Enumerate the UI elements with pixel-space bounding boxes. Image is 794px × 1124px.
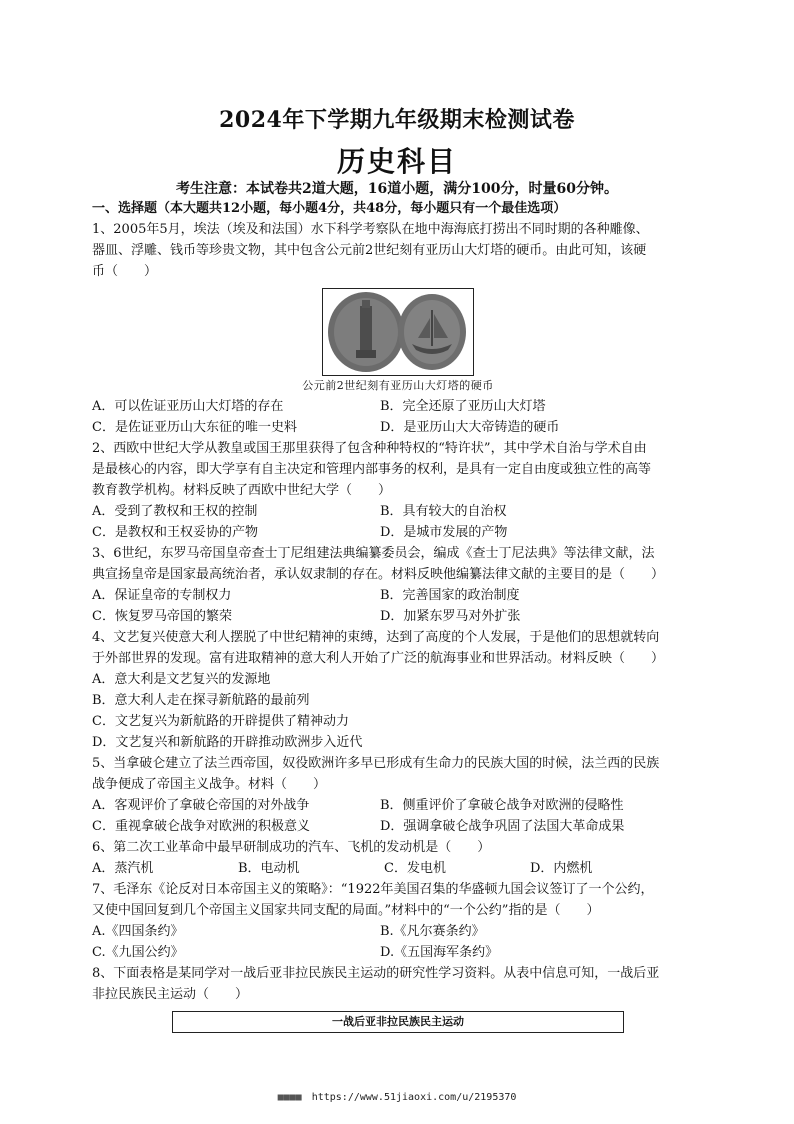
option-d: D．强调拿破仑战争巩固了法国大革命成果 [380,819,625,834]
option-c: C．是佐证亚历山大东征的唯一史料 [92,420,297,435]
exam-content [92,198,704,1033]
option-a: A．客观评价了拿破仑帝国的对外战争 [92,798,310,813]
option-row [92,501,704,522]
option-d: D．加紧东罗马对外扩张 [380,609,521,624]
option-b: B．完全还原了亚历山大灯塔 [380,399,546,414]
option-d: D.《五国海军条约》 [380,945,499,960]
option-row [92,795,704,816]
option-d: D．是城市发展的产物 [380,525,508,540]
question-1 [92,219,704,438]
question-text-line: 5、当拿破仑建立了法兰西帝国，奴役欧洲许多早已形成有生命力的民族大国的时候，法兰西的民族 [92,756,660,771]
question-3 [92,543,704,627]
option-row [92,522,704,543]
option-d: D．文艺复兴和新航路的开辟推动欧洲步入近代 [92,735,363,750]
option-row [92,858,704,879]
question-text-line: 典宣扬皇帝是国家最高统治者，承认奴隶制的存在。材料反映他编纂法律文献的主要目的是（ ） [92,567,665,582]
option-c: C．是教权和王权妥协的产物 [92,525,258,540]
option-row [92,942,704,963]
question-text-line: 教育教学机构。材料反映了西欧中世纪大学（ ） [92,483,392,498]
option-row [92,921,704,942]
question-text-line: 战争便成了帝国主义战争。材料（ ） [92,777,327,792]
footer-mark: ■■■■ [277,1092,302,1103]
option-a: A．可以佐证亚历山大灯塔的存在 [92,399,284,414]
option-b: B．侧重评价了拿破仑战争对欧洲的侵略性 [380,798,624,813]
question-text-line: 是最核心的内容，即大学享有自主决定和管理内部事务的权利，是具有一定自由度或独立性的高等 [92,462,652,477]
question-text-line: 3、6世纪，东罗马帝国皇帝查士丁尼组建法典编纂委员会，编成《查士丁尼法典》等法律文献，法 [92,546,655,561]
option-c: C.《九国公约》 [92,945,184,960]
option-a: A.《四国条约》 [92,924,184,939]
question-4 [92,627,704,753]
exam-title: 2024年下学期九年级期末检测试卷 [219,107,575,133]
question-text-line: 又使中国回复到几个帝国主义国家共同支配的局面。”材料中的“一个公约”指的是（ ） [92,903,600,918]
footer-url[interactable]: https://www.51jiaoxi.com/u/2195370 [311,1092,517,1103]
option-c: C．重视拿破仑战争对欧洲的积极意义 [92,819,310,834]
option-b: B．完善国家的政治制度 [380,588,520,603]
question-5 [92,753,704,837]
option-b: B．意大利人走在探寻新航路的最前列 [92,693,310,708]
question-text-line: 6、第二次工业革命中最早研制成功的汽车、飞机的发动机是（ ） [92,840,491,855]
question-7 [92,879,704,963]
coin-image [322,288,474,376]
question-6 [92,837,704,879]
option-a: A．意大利是文艺复兴的发源地 [92,672,271,687]
section-heading: 一、选择题（本大题共12小题，每小题4分，共48分，每小题只有一个最佳选项） [92,201,567,216]
question-text-line: 8、下面表格是某同学对一战后亚非拉民族民主运动的研究性学习资料。从表中信息可知，一战后亚 [92,966,660,981]
question-text-line: 4、文艺复兴使意大利人摆脱了中世纪精神的束缚，达到了高度的个人发展，于是他们的思想就转向 [92,630,660,645]
option-c: C．文艺复兴为新航路的开辟提供了精神动力 [92,714,349,729]
question-2 [92,438,704,543]
exam-notice: 考生注意：本试卷共2道大题，16道小题，满分100分，时量60分钟。 [176,181,618,197]
option-row [92,606,704,627]
page-footer [0,1092,794,1103]
question-text-line: 2、西欧中世纪大学从教皇或国王那里获得了包含种种特权的“特许状”，其中学术自治与学术自由 [92,441,647,456]
option-b: B．具有较大的自治权 [380,504,507,519]
option-row [92,417,704,438]
option-c: C．恢复罗马帝国的繁荣 [92,609,232,624]
question-text-line: 7、毛泽东《论反对日本帝国主义的策略》：“1922年美国召集的华盛顿九国会议签订了一个公约， [92,882,654,897]
option-c: C．发电机 [384,861,446,876]
table-header: 一战后亚非拉民族民主运动 [172,1011,624,1033]
question-text-line: 1、2005年5月，埃法（埃及和法国）水下科学考察队在地中海海底打捞出不同时期的各种雕像、 [92,222,649,237]
option-row [92,585,704,606]
question-text-line: 非拉民族民主运动（ ） [92,987,249,1002]
question-text-line: 币（ ） [92,264,158,279]
option-row [92,816,704,837]
question-text-line: 于外部世界的发现。富有进取精神的意大利人开始了广泛的航海事业和世界活动。材料反映（ ） [92,651,665,666]
coin-caption: 公元前2世纪刻有亚历山大灯塔的硬币 [302,379,494,392]
option-d: D．内燃机 [530,861,593,876]
question-text-line: 器皿、浮雕、钱币等珍贵文物，其中包含公元前2世纪刻有亚历山大灯塔的硬币。由此可知，该硬 [92,243,647,258]
subject-title: 历史科目 [336,145,457,178]
option-d: D．是亚历山大大帝铸造的硬币 [380,420,560,435]
option-row [92,396,704,417]
option-b: B．电动机 [238,861,300,876]
option-a: A．蒸汽机 [92,861,154,876]
option-b: B.《凡尔赛条约》 [380,924,485,939]
coin-figure [92,288,704,376]
option-a: A．受到了教权和王权的控制 [92,504,258,519]
question-8 [92,963,704,1033]
option-a: A．保证皇帝的专制权力 [92,588,232,603]
